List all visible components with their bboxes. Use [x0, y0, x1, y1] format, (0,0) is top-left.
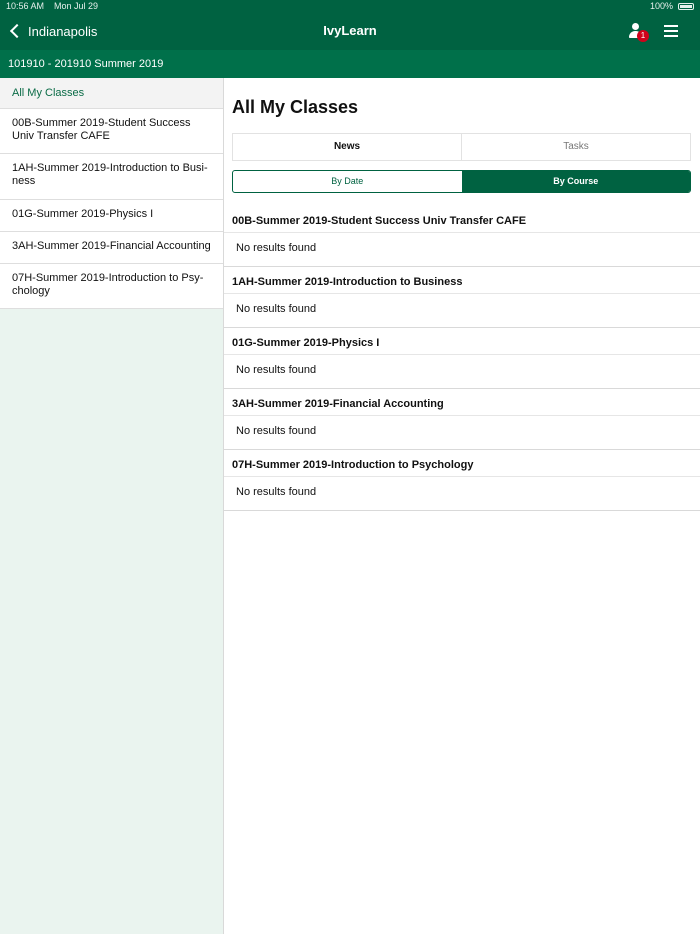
filter-by-course[interactable]: By Course: [462, 171, 691, 192]
back-label: Indianapolis: [28, 23, 98, 39]
sidebar-item-all-classes[interactable]: All My Classes: [0, 78, 223, 109]
user-notifications-button[interactable]: [627, 21, 649, 43]
empty-message: No results found: [236, 303, 317, 315]
tab-tasks[interactable]: Tasks: [563, 141, 589, 152]
hamburger-icon-line: [664, 30, 678, 32]
empty-message: No results found: [236, 486, 317, 498]
sort-segmented-control: [232, 170, 691, 193]
course-section: [224, 206, 700, 267]
status-time: 10:56 AM: [6, 1, 45, 11]
course-header: 01G-Summer 2019-Physics I: [224, 328, 700, 355]
filter-by-date[interactable]: By Date: [331, 176, 364, 186]
back-button[interactable]: [8, 12, 97, 50]
course-header: 3AH-Summer 2019-Financial Accounting: [224, 389, 700, 416]
course-news-list: [224, 206, 700, 511]
hamburger-icon-line: [664, 35, 678, 37]
hamburger-icon-line: [664, 25, 678, 27]
sidebar-item-course[interactable]: 3AH-Summer 2019-Financial Accounting: [0, 232, 223, 264]
status-date: Mon Jul 29: [54, 1, 99, 11]
app-title: IvyLearn: [323, 23, 377, 38]
course-header: 07H-Summer 2019-Introduction to Psychology: [224, 450, 700, 477]
nav-bar: [0, 12, 700, 50]
course-section: [224, 389, 700, 450]
status-bar: [0, 0, 700, 12]
main-content: [224, 78, 700, 934]
course-header: 00B-Summer 2019-Student Success Univ Transfer CAFE: [224, 206, 700, 233]
chevron-left-icon: [10, 24, 24, 38]
sidebar-item-course[interactable]: 07H-Summer 2019-Introduction to Psy-chology: [0, 264, 223, 309]
content-tabs: [232, 133, 691, 161]
notification-badge: 1: [637, 30, 649, 42]
sidebar-item-course[interactable]: 1AH-Summer 2019-Introduction to Busi-ness: [0, 154, 223, 200]
empty-message: No results found: [236, 425, 317, 437]
empty-message: No results found: [236, 364, 317, 376]
menu-button[interactable]: [664, 25, 678, 37]
user-icon: [632, 23, 639, 30]
empty-message: No results found: [236, 242, 317, 254]
term-selector[interactable]: 101910 - 201910 Summer 2019: [0, 50, 700, 78]
sidebar-item-course[interactable]: 00B-Summer 2019-Student Success Univ Transfer CAFE: [0, 109, 223, 154]
tab-news[interactable]: News: [233, 134, 462, 160]
sidebar-item-course[interactable]: 01G-Summer 2019-Physics I: [0, 200, 223, 232]
battery-icon: [678, 3, 694, 10]
course-header: 1AH-Summer 2019-Introduction to Business: [224, 267, 700, 294]
course-section: [224, 450, 700, 511]
course-section: [224, 267, 700, 328]
page-title: All My Classes: [232, 97, 359, 117]
course-section: [224, 328, 700, 389]
battery-percent: 100%: [649, 1, 673, 11]
sidebar: [0, 78, 224, 934]
